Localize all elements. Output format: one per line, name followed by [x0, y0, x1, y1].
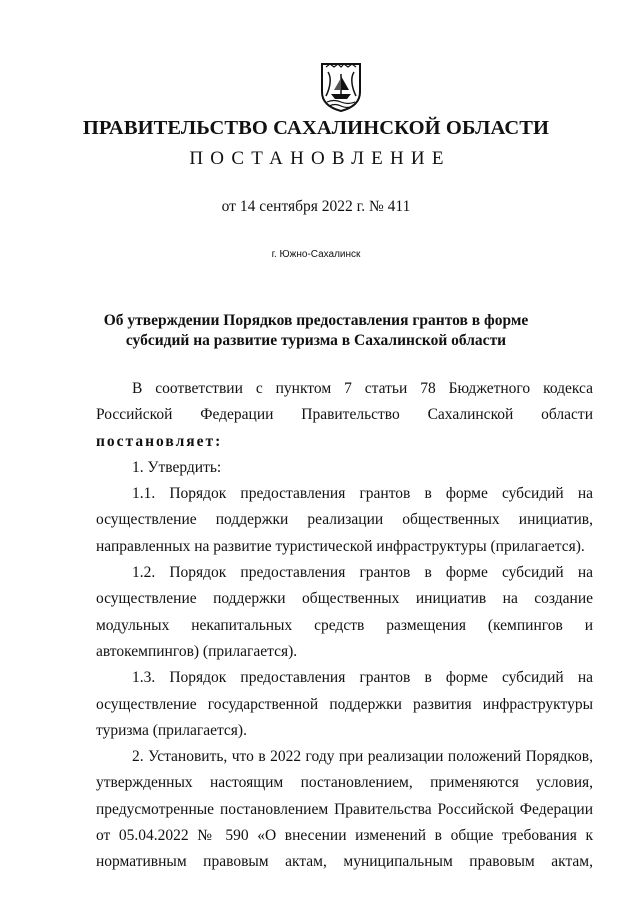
document-title: [100, 311, 532, 351]
preamble-paragraph: [96, 376, 593, 455]
organization-name: ПРАВИТЕЛЬСТВО САХАЛИНСКОЙ ОБЛАСТИ: [82, 117, 550, 139]
coat-of-arms-icon: [318, 62, 364, 112]
item-1: 1. Утвердить:: [132, 458, 222, 476]
document-date-number: от 14 сентября 2022 г. № 411: [221, 198, 411, 215]
document-type: ПОСТАНОВЛЕНИЕ: [189, 148, 451, 169]
preamble-text: В соответствии с пунктом 7 статьи 78 Бюджетного кодекса Российской Федерации Правительство Сахалинской области: [96, 380, 593, 424]
document-city: г. Южно-Сахалинск: [271, 249, 361, 260]
preamble-keyword: постановляет:: [96, 432, 223, 450]
document-title-line-1: Об утверждении Порядков предоставления грантов в форме: [103, 312, 529, 329]
item-1-1: 1.1. Порядок предоставления грантов в форме субсидий на осуществление поддержки реализации общественных инициатив, направленных на развитие туристической инфраструктуры (прилагается).: [96, 485, 593, 555]
document-body: [96, 376, 593, 876]
item-1-2: 1.2. Порядок предоставления грантов в форме субсидий на осуществление поддержки общественных инициатив на создание модульных некапитальных средств размещения (кемпингов и автокемпингов) (прилагается).: [96, 564, 593, 660]
document-title-line-2: субсидий на развитие туризма в Сахалинской области: [125, 332, 507, 349]
item-2: 2. Установить, что в 2022 году при реализации положений Порядков, утвержденных настоящим постановлением, применяются условия, предусмотренные постановлением Правительства Российской Федерации от 05.04.2022 № 590 «О внесении изменений в общие требования к нормативным правовым актам, муниципальным правовым актам,: [96, 748, 593, 871]
item-1-3: 1.3. Порядок предоставления грантов в форме субсидий на осуществление государственной поддержки развития инфраструктуры туризма (прилагается).: [96, 669, 593, 739]
